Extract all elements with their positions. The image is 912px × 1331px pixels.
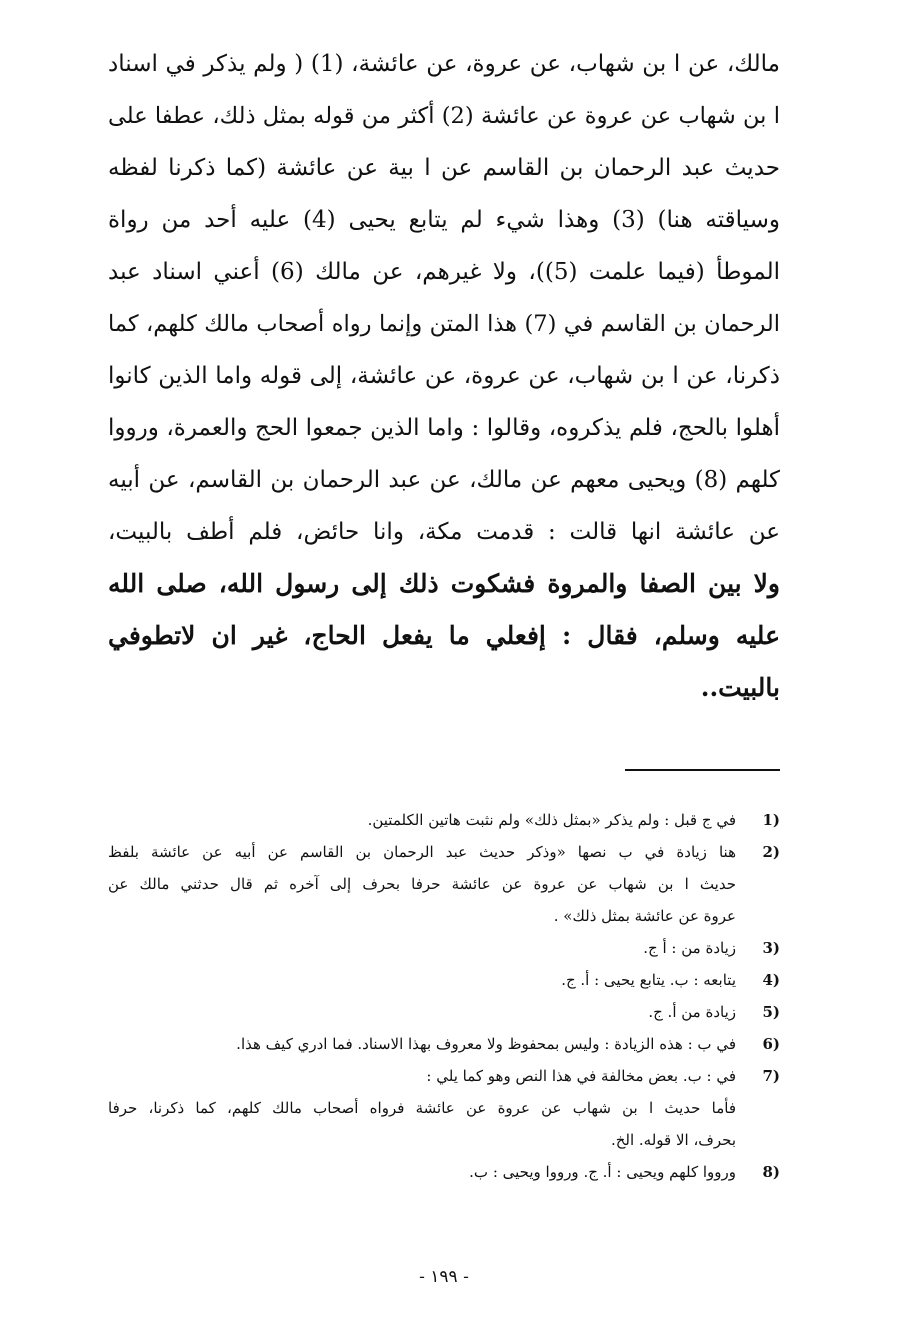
text-line: وسياقته هنا) (3) وهذا شيء لم يتابع يحيى (4) عليه أحد من رواة <box>108 207 780 233</box>
footnote-number: 8) <box>762 1163 780 1181</box>
text-line: بالبيت.. <box>700 673 780 702</box>
main-text <box>108 38 780 714</box>
page-number: - ۱۹۹ - <box>419 1267 469 1287</box>
footnote-separator <box>625 769 780 771</box>
footnote <box>108 836 780 932</box>
text-line: ذكرنا، عن ا بن شهاب، عن عروة، عن عائشة، إلى قوله واما الذين كانوا <box>108 363 780 389</box>
text-line: الموطأ (فيما علمت (5))، ولا غيرهم، عن مالك (6) أعني اسناد عبد <box>108 259 780 285</box>
footnote-text: فأما حديث ا بن شهاب عن عروة عن عائشة فرواه أصحاب مالك كلهم، كما ذكرنا، حرفا <box>108 1099 736 1117</box>
text-line: عليه وسلم، فقال : إفعلي ما يفعل الحاج، غير ان لاتطوفي <box>108 621 780 650</box>
footnote-text: في ب : هذه الزيادة : وليس بمحفوظ ولا معروف بهذا الاسناد. فما ادري كيف هذا. <box>236 1035 736 1053</box>
footnote <box>108 1060 780 1156</box>
footnote-text: زيادة من : أ ج. <box>643 939 736 957</box>
footnote-text: حديث ا بن شهاب عن عروة عن عائشة حرفا بحرف إلى آخره ثم قال حدثني مالك عن <box>108 875 736 893</box>
document-page <box>108 30 780 1320</box>
text-line: الرحمان بن القاسم في (7) هذا المتن وإنما رواه أصحاب مالك كلهم، كما <box>108 311 780 337</box>
footnote-text: هنا زيادة في ب نصها «وذكر حديث عبد الرحمان بن القاسم عن أبيه عن عائشة بلفظ <box>108 843 736 861</box>
footnote-text: عروة عن عائشة بمثل ذلك» . <box>553 907 736 925</box>
footnote-number: 5) <box>762 1003 780 1021</box>
footnote-number: 3) <box>762 939 780 957</box>
footnote-number: 7) <box>762 1067 780 1085</box>
footnote <box>108 1028 780 1060</box>
footnote <box>108 1156 780 1188</box>
text-line: مالك، عن ا بن شهاب، عن عروة، عن عائشة، (1) ( ولم يذكر في اسناد <box>108 51 780 77</box>
text-line: ا بن شهاب عن عروة عن عائشة (2) أكثر من قوله بمثل ذلك، عطفا على <box>108 103 780 129</box>
footnote-number: 1) <box>762 811 780 829</box>
footnote-text: بحرف، الا قوله. الخ. <box>610 1131 736 1149</box>
footnotes <box>108 804 780 1188</box>
footnote-number: 2) <box>762 843 780 861</box>
footnote <box>108 964 780 996</box>
footnote-text: في : ب. بعض مخالفة في هذا النص وهو كما يلي : <box>426 1067 736 1085</box>
footnote-text: يتابعه : ب. يتابع يحيى : أ. ج. <box>561 971 736 989</box>
footnote-number: 6) <box>762 1035 780 1053</box>
footnote <box>108 932 780 964</box>
footnote <box>108 804 780 836</box>
footnote-text: ورووا كلهم ويحيى : أ. ج. ورووا ويحيى : ب. <box>469 1163 736 1181</box>
text-line: كلهم (8) ويحيى معهم عن مالك، عن عبد الرحمان بن القاسم، عن أبيه <box>108 467 780 493</box>
footnote-number: 4) <box>762 971 780 989</box>
text-line: حديث عبد الرحمان بن القاسم عن ا بية عن عائشة (كما ذكرنا لفظه <box>108 155 780 181</box>
footnote-text: في ج قبل : ولم يذكر «بمثل ذلك» ولم نثبت هاتين الكلمتين. <box>367 811 736 829</box>
text-line: أهلوا بالحج، فلم يذكروه، وقالوا : واما الذين جمعوا الحج والعمرة، ورووا <box>108 415 780 441</box>
footnote-text: زيادة من أ. ج. <box>648 1003 736 1021</box>
text-line: ولا بين الصفا والمروة فشكوت ذلك إلى رسول الله، صلى الله <box>108 569 780 598</box>
footnote <box>108 996 780 1028</box>
text-line: عن عائشة انها قالت : قدمت مكة، وانا حائض، فلم أطف بالبيت، <box>108 519 780 545</box>
